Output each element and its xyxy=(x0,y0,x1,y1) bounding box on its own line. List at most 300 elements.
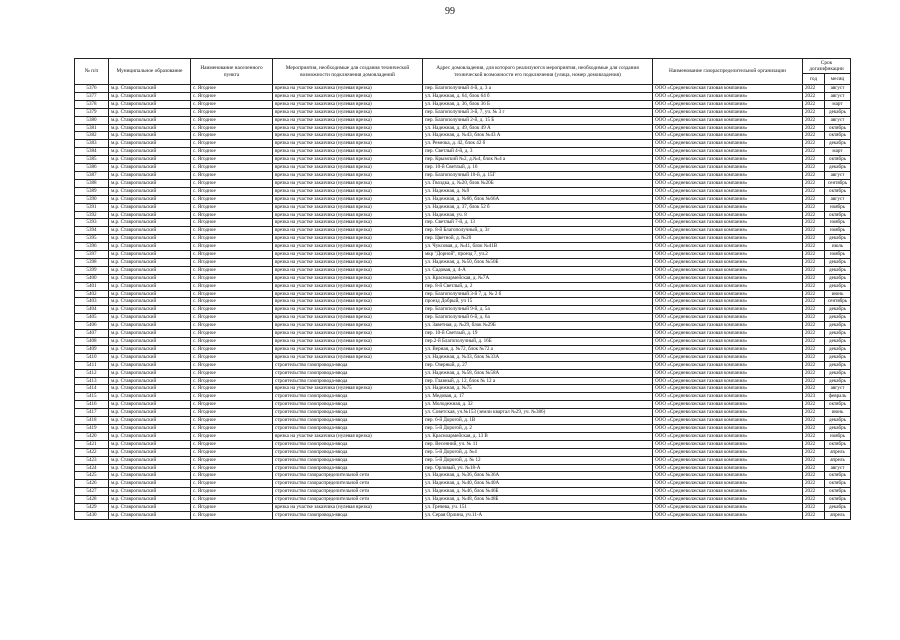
row-settlement: с. Ягодное xyxy=(191,227,273,235)
row-settlement: с. Ягодное xyxy=(191,345,273,353)
row-municipality: м.р. Ставропольский xyxy=(109,504,191,512)
row-municipality: м.р. Ставропольский xyxy=(109,330,191,338)
row-settlement: с. Ягодное xyxy=(191,148,273,156)
row-organization: ООО «Средневолжская газовая компания» xyxy=(653,243,803,251)
row-month: октябрь xyxy=(825,156,851,164)
row-municipality: м.р. Ставропольский xyxy=(109,132,191,140)
row-year: 2022 xyxy=(803,156,825,164)
row-organization: ООО «Средневолжская газовая компания» xyxy=(653,124,803,132)
row-organization: ООО «Средневолжская газовая компания» xyxy=(653,156,803,164)
row-municipality: м.р. Ставропольский xyxy=(109,448,191,456)
row-municipality: м.р. Ставропольский xyxy=(109,338,191,346)
row-year: 2022 xyxy=(803,235,825,243)
row-address: пер.2-й Благополучный, д. 16Б xyxy=(423,338,653,346)
row-year: 2022 xyxy=(803,108,825,116)
row-settlement: с. Ягодное xyxy=(191,338,273,346)
row-organization: ООО «Средневолжская газовая компания» xyxy=(653,132,803,140)
row-number: 5424 xyxy=(75,464,109,472)
table-row xyxy=(75,100,851,108)
row-organization: ООО «Средневолжская газовая компания» xyxy=(653,385,803,393)
row-settlement: с. Ягодное xyxy=(191,314,273,322)
table-row xyxy=(75,116,851,124)
row-month: октябрь xyxy=(825,401,851,409)
row-measure: строительство газораспределительной сети xyxy=(273,488,423,496)
table-row xyxy=(75,290,851,298)
row-organization: ООО «Средневолжская газовая компания» xyxy=(653,511,803,519)
row-month: апрель xyxy=(825,448,851,456)
row-organization: ООО «Средневолжская газовая компания» xyxy=(653,504,803,512)
row-address: ул. Надежная, д. 49, блок 49 А xyxy=(423,124,653,132)
row-organization: ООО «Средневолжская газовая компания» xyxy=(653,448,803,456)
table-row xyxy=(75,164,851,172)
row-measure: врезка на участке заказчика (нулевая врезка) xyxy=(273,251,423,259)
row-address: пер. 5-й Дорогой, д. №4 xyxy=(423,448,653,456)
row-year: 2022 xyxy=(803,472,825,480)
row-month: сентябрь xyxy=(825,179,851,187)
row-year: 2022 xyxy=(803,464,825,472)
row-organization: ООО «Средневолжская газовая компания» xyxy=(653,440,803,448)
row-measure: врезка на участке заказчика (нулевая врезка) xyxy=(273,385,423,393)
row-settlement: с. Ягодное xyxy=(191,132,273,140)
row-organization: ООО «Средневолжская газовая компания» xyxy=(653,100,803,108)
table-row xyxy=(75,203,851,211)
row-number: 5425 xyxy=(75,472,109,480)
row-year: 2023 xyxy=(803,393,825,401)
row-settlement: с. Ягодное xyxy=(191,432,273,440)
row-municipality: м.р. Ставропольский xyxy=(109,314,191,322)
row-month: август xyxy=(825,116,851,124)
table-row xyxy=(75,282,851,290)
row-address: пер. Благополучный 3-й, 7, уч. № 3 г xyxy=(423,108,653,116)
row-municipality: м.р. Ставропольский xyxy=(109,401,191,409)
row-number: 5408 xyxy=(75,338,109,346)
row-month: декабрь xyxy=(825,338,851,346)
header-municipality: Муниципальное образование xyxy=(109,59,191,85)
row-number: 5384 xyxy=(75,148,109,156)
table-row xyxy=(75,409,851,417)
row-month: ноябрь xyxy=(825,203,851,211)
row-month: август xyxy=(825,171,851,179)
row-address: ул. Надежная, д. №66, блок №66А xyxy=(423,195,653,203)
row-year: 2022 xyxy=(803,203,825,211)
row-address: ул. Советская, уч.№153 (земли квартал №29, уч. №386) xyxy=(423,409,653,417)
table-row xyxy=(75,393,851,401)
row-year: 2022 xyxy=(803,219,825,227)
row-address: ул. Надежная, д. №33, блок №33А xyxy=(423,353,653,361)
header-address: Адрес домовладения, для которого реализуются мероприятия, необходимые для создания технической возможности его подключения (улица, номер домовладения) xyxy=(423,59,653,85)
row-month: декабрь xyxy=(825,345,851,353)
row-organization: ООО «Средневолжская газовая компания» xyxy=(653,148,803,156)
row-number: 5411 xyxy=(75,361,109,369)
row-organization: ООО «Средневолжская газовая компания» xyxy=(653,322,803,330)
row-organization: ООО «Средневолжская газовая компания» xyxy=(653,140,803,148)
row-address: пер. Благополучный 3-й 7, д. № 2 б xyxy=(423,290,653,298)
row-municipality: м.р. Ставропольский xyxy=(109,361,191,369)
row-number: 5398 xyxy=(75,258,109,266)
row-measure: врезка на участке заказчика (нулевая врезка) xyxy=(273,156,423,164)
row-month: октябрь xyxy=(825,488,851,496)
row-municipality: м.р. Ставропольский xyxy=(109,424,191,432)
row-settlement: с. Ягодное xyxy=(191,140,273,148)
row-address: мкр "Дорной", проезд 7, уч.2 xyxy=(423,251,653,259)
row-year: 2022 xyxy=(803,187,825,195)
row-settlement: с. Ягодное xyxy=(191,496,273,504)
row-settlement: с. Ягодное xyxy=(191,100,273,108)
row-month: декабрь xyxy=(825,282,851,290)
row-month: декабрь xyxy=(825,322,851,330)
row-year: 2022 xyxy=(803,100,825,108)
row-settlement: с. Ягодное xyxy=(191,511,273,519)
row-municipality: м.р. Ставропольский xyxy=(109,156,191,164)
row-municipality: м.р. Ставропольский xyxy=(109,266,191,274)
row-municipality: м.р. Ставропольский xyxy=(109,298,191,306)
row-organization: ООО «Средневолжская газовая компания» xyxy=(653,298,803,306)
row-settlement: с. Ягодное xyxy=(191,195,273,203)
table-row xyxy=(75,179,851,187)
row-address: пер. Орловый, уч. №18-А xyxy=(423,464,653,472)
row-address: ул. Надежная, д. №9 xyxy=(423,187,653,195)
row-measure: врезка на участке заказчика (нулевая врезка) xyxy=(273,203,423,211)
row-organization: ООО «Средневолжская газовая компания» xyxy=(653,116,803,124)
row-settlement: с. Ягодное xyxy=(191,377,273,385)
gasification-table xyxy=(74,58,851,520)
row-month: апрель xyxy=(825,456,851,464)
row-measure: врезка на участке заказчика (нулевая врезка) xyxy=(273,116,423,124)
row-month: декабрь xyxy=(825,266,851,274)
row-address: ул. Надежная, д. 36, блок 36 Б xyxy=(423,100,653,108)
row-measure: строительство газопровода-ввода xyxy=(273,440,423,448)
row-organization: ООО «Средневолжская газовая компания» xyxy=(653,361,803,369)
table-row xyxy=(75,195,851,203)
page-number: 99 xyxy=(445,6,455,17)
row-year: 2022 xyxy=(803,504,825,512)
row-month: февраль xyxy=(825,393,851,401)
row-month: декабрь xyxy=(825,274,851,282)
row-address: ул. Надежная, д. №75 xyxy=(423,385,653,393)
row-address: ул. Надежная, д. №58, блок №58А xyxy=(423,369,653,377)
table-row xyxy=(75,504,851,512)
row-measure: врезка на участке заказчика (нулевая врезка) xyxy=(273,187,423,195)
row-organization: ООО «Средневолжская газовая компания» xyxy=(653,488,803,496)
row-address: ул. Красноармейская, д. №7А xyxy=(423,274,653,282)
row-municipality: м.р. Ставропольский xyxy=(109,369,191,377)
row-settlement: с. Ягодное xyxy=(191,243,273,251)
row-number: 5379 xyxy=(75,108,109,116)
row-settlement: с. Ягодное xyxy=(191,472,273,480)
row-settlement: с. Ягодное xyxy=(191,164,273,172)
row-number: 5430 xyxy=(75,511,109,519)
row-municipality: м.р. Ставропольский xyxy=(109,464,191,472)
row-month: август xyxy=(825,195,851,203)
row-municipality: м.р. Ставропольский xyxy=(109,211,191,219)
table-row xyxy=(75,353,851,361)
row-measure: строительство газопровода-ввода xyxy=(273,409,423,417)
row-municipality: м.р. Ставропольский xyxy=(109,164,191,172)
row-organization: ООО «Средневолжская газовая компания» xyxy=(653,353,803,361)
row-settlement: с. Ягодное xyxy=(191,171,273,179)
row-organization: ООО «Средневолжская газовая компания» xyxy=(653,258,803,266)
table-row xyxy=(75,124,851,132)
row-settlement: с. Ягодное xyxy=(191,251,273,259)
row-number: 5378 xyxy=(75,100,109,108)
table-row xyxy=(75,377,851,385)
row-year: 2022 xyxy=(803,353,825,361)
row-number: 5377 xyxy=(75,92,109,100)
row-number: 5428 xyxy=(75,496,109,504)
row-number: 5400 xyxy=(75,274,109,282)
table-row xyxy=(75,401,851,409)
row-municipality: м.р. Ставропольский xyxy=(109,480,191,488)
header-settlement: Наименование населенного пункта xyxy=(191,59,273,85)
row-year: 2022 xyxy=(803,116,825,124)
row-settlement: с. Ягодное xyxy=(191,156,273,164)
row-year: 2022 xyxy=(803,338,825,346)
table-row xyxy=(75,108,851,116)
row-municipality: м.р. Ставропольский xyxy=(109,203,191,211)
row-measure: врезка на участке заказчика (нулевая врезка) xyxy=(273,100,423,108)
row-month: декабрь xyxy=(825,314,851,322)
row-municipality: м.р. Ставропольский xyxy=(109,100,191,108)
row-settlement: с. Ягодное xyxy=(191,480,273,488)
row-settlement: с. Ягодное xyxy=(191,369,273,377)
row-address: ул. Красноармейская, д. 13 В xyxy=(423,432,653,440)
row-municipality: м.р. Ставропольский xyxy=(109,472,191,480)
row-organization: ООО «Средневолжская газовая компания» xyxy=(653,330,803,338)
header-deadline: Срок догазификации xyxy=(803,59,851,74)
table-row xyxy=(75,338,851,346)
table-row xyxy=(75,171,851,179)
row-year: 2022 xyxy=(803,290,825,298)
row-address: ул. Серая Орлина, уч.11-А xyxy=(423,511,653,519)
row-settlement: с. Ягодное xyxy=(191,424,273,432)
row-address: пер. Озерный, д. 27 xyxy=(423,361,653,369)
row-address: ул. Надежная, д. 37, блок 52 б xyxy=(423,203,653,211)
row-year: 2022 xyxy=(803,258,825,266)
row-year: 2022 xyxy=(803,377,825,385)
row-municipality: м.р. Ставропольский xyxy=(109,227,191,235)
row-year: 2022 xyxy=(803,148,825,156)
row-year: 2022 xyxy=(803,85,825,93)
row-settlement: с. Ягодное xyxy=(191,488,273,496)
row-address: пер. 10-й Светлый, д. 16 xyxy=(423,164,653,172)
row-address: пер. Главный, д. 12, блок № 12 а xyxy=(423,377,653,385)
header-measure: Мероприятия, необходимые для создания технической возможности подключения домовладений xyxy=(273,59,423,85)
row-number: 5383 xyxy=(75,140,109,148)
table-row xyxy=(75,464,851,472)
row-number: 5382 xyxy=(75,132,109,140)
row-number: 5392 xyxy=(75,211,109,219)
row-settlement: с. Ягодное xyxy=(191,440,273,448)
row-month: апрель xyxy=(825,511,851,519)
row-month: июнь xyxy=(825,409,851,417)
row-settlement: с. Ягодное xyxy=(191,409,273,417)
row-settlement: с. Ягодное xyxy=(191,92,273,100)
row-address: пер. Весенний, уч. № 11 xyxy=(423,440,653,448)
row-address: ул. Надежная, д. 64, блок 64 б xyxy=(423,92,653,100)
row-municipality: м.р. Ставропольский xyxy=(109,243,191,251)
row-address: ул. Медовая, д. 17 xyxy=(423,393,653,401)
row-address: ул. Чуксовая, д. №41, блок №41В xyxy=(423,243,653,251)
row-number: 5415 xyxy=(75,393,109,401)
row-municipality: м.р. Ставропольский xyxy=(109,511,191,519)
row-municipality: м.р. Ставропольский xyxy=(109,385,191,393)
row-address: ул. Садовая, д. 4-А xyxy=(423,266,653,274)
document-table-wrapper xyxy=(74,58,850,520)
row-organization: ООО «Средневолжская газовая компания» xyxy=(653,164,803,172)
header-month: месяц xyxy=(825,74,851,85)
row-address: пер. 5-й Дорогой, д. 2 xyxy=(423,424,653,432)
row-month: июль xyxy=(825,243,851,251)
row-month: декабрь xyxy=(825,369,851,377)
table-row xyxy=(75,432,851,440)
row-municipality: м.р. Ставропольский xyxy=(109,85,191,93)
row-number: 5390 xyxy=(75,195,109,203)
row-month: сентябрь xyxy=(825,298,851,306)
row-organization: ООО «Средневолжская газовая компания» xyxy=(653,409,803,417)
row-year: 2022 xyxy=(803,227,825,235)
row-organization: ООО «Средневолжская газовая компания» xyxy=(653,338,803,346)
row-month: декабрь xyxy=(825,140,851,148)
row-municipality: м.р. Ставропольский xyxy=(109,258,191,266)
row-organization: ООО «Средневолжская газовая компания» xyxy=(653,377,803,385)
row-year: 2022 xyxy=(803,417,825,425)
row-year: 2022 xyxy=(803,132,825,140)
table-row xyxy=(75,496,851,504)
table-row xyxy=(75,243,851,251)
row-municipality: м.р. Ставропольский xyxy=(109,140,191,148)
row-address: ул. Надежная, д. №43, блок №43 А xyxy=(423,132,653,140)
row-number: 5401 xyxy=(75,282,109,290)
row-number: 5393 xyxy=(75,219,109,227)
table-row xyxy=(75,440,851,448)
row-municipality: м.р. Ставропольский xyxy=(109,290,191,298)
row-settlement: с. Ягодное xyxy=(191,385,273,393)
row-settlement: с. Ягодное xyxy=(191,393,273,401)
row-address: проезд Добрый, уч 15 xyxy=(423,298,653,306)
row-organization: ООО «Средневолжская газовая компания» xyxy=(653,179,803,187)
row-settlement: с. Ягодное xyxy=(191,298,273,306)
row-address: ул. Надежная, д. №40, блок №40А xyxy=(423,480,653,488)
row-number: 5395 xyxy=(75,235,109,243)
row-year: 2022 xyxy=(803,330,825,338)
row-settlement: с. Ягодное xyxy=(191,187,273,195)
row-organization: ООО «Средневолжская газовая компания» xyxy=(653,171,803,179)
row-number: 5386 xyxy=(75,164,109,172)
row-organization: ООО «Средневолжская газовая компания» xyxy=(653,227,803,235)
row-year: 2022 xyxy=(803,171,825,179)
row-year: 2022 xyxy=(803,274,825,282)
table-row xyxy=(75,266,851,274)
row-month: декабрь xyxy=(825,306,851,314)
row-year: 2022 xyxy=(803,409,825,417)
row-measure: врезка на участке заказчика (нулевая врезка) xyxy=(273,227,423,235)
row-measure: врезка на участке заказчика (нулевая врезка) xyxy=(273,314,423,322)
row-organization: ООО «Средневолжская газовая компания» xyxy=(653,480,803,488)
row-settlement: с. Ягодное xyxy=(191,282,273,290)
row-settlement: с. Ягодное xyxy=(191,456,273,464)
row-measure: строительство газораспределительной сети xyxy=(273,480,423,488)
row-organization: ООО «Средневолжская газовая компания» xyxy=(653,369,803,377)
row-municipality: м.р. Ставропольский xyxy=(109,432,191,440)
row-organization: ООО «Средневолжская газовая компания» xyxy=(653,496,803,504)
row-month: июнь xyxy=(825,290,851,298)
row-municipality: м.р. Ставропольский xyxy=(109,148,191,156)
row-measure: строительство газопровода-ввода xyxy=(273,456,423,464)
row-measure: врезка на участке заказчика (нулевая врезка) xyxy=(273,282,423,290)
row-measure: врезка на участке заказчика (нулевая врезка) xyxy=(273,432,423,440)
row-number: 5409 xyxy=(75,345,109,353)
row-measure: строительство газораспределительной сети xyxy=(273,496,423,504)
row-month: август xyxy=(825,85,851,93)
row-number: 5376 xyxy=(75,85,109,93)
row-number: 5387 xyxy=(75,171,109,179)
table-row xyxy=(75,298,851,306)
row-organization: ООО «Средневолжская газовая компания» xyxy=(653,306,803,314)
row-address: пер. Благополучный 4-й, д. 3 а xyxy=(423,85,653,93)
row-settlement: с. Ягодное xyxy=(191,124,273,132)
row-month: декабрь xyxy=(825,361,851,369)
table-row xyxy=(75,511,851,519)
row-year: 2022 xyxy=(803,282,825,290)
row-year: 2022 xyxy=(803,306,825,314)
row-measure: строительство газопровода-ввода xyxy=(273,464,423,472)
table-row xyxy=(75,85,851,93)
row-measure: строительство газопровода-ввода xyxy=(273,417,423,425)
row-number: 5412 xyxy=(75,369,109,377)
row-organization: ООО «Средневолжская газовая компания» xyxy=(653,85,803,93)
row-organization: ООО «Средневолжская газовая компания» xyxy=(653,266,803,274)
table-row xyxy=(75,369,851,377)
row-number: 5402 xyxy=(75,290,109,298)
table-row xyxy=(75,314,851,322)
table-row xyxy=(75,274,851,282)
row-month: октябрь xyxy=(825,124,851,132)
row-measure: врезка на участке заказчика (нулевая врезка) xyxy=(273,171,423,179)
row-month: октябрь xyxy=(825,496,851,504)
table-row xyxy=(75,361,851,369)
row-organization: ООО «Средневолжская газовая компания» xyxy=(653,235,803,243)
row-year: 2022 xyxy=(803,195,825,203)
row-address: ул. Надежная, д. №50, блок №50Б xyxy=(423,258,653,266)
row-municipality: м.р. Ставропольский xyxy=(109,187,191,195)
table-row xyxy=(75,140,851,148)
row-year: 2022 xyxy=(803,361,825,369)
row-organization: ООО «Средневолжская газовая компания» xyxy=(653,456,803,464)
row-number: 5381 xyxy=(75,124,109,132)
row-organization: ООО «Средневолжская газовая компания» xyxy=(653,282,803,290)
row-address: пер. 5-й Дорогой, д. № 12 xyxy=(423,456,653,464)
row-month: декабрь xyxy=(825,353,851,361)
row-measure: строительство газопровода-ввода xyxy=(273,369,423,377)
row-measure: врезка на участке заказчика (нулевая врезка) xyxy=(273,132,423,140)
row-municipality: м.р. Ставропольский xyxy=(109,219,191,227)
row-month: ноябрь xyxy=(825,227,851,235)
table-body xyxy=(75,85,851,520)
row-measure: строительство газопровода-ввода xyxy=(273,377,423,385)
row-year: 2022 xyxy=(803,385,825,393)
row-settlement: с. Ягодное xyxy=(191,116,273,124)
row-settlement: с. Ягодное xyxy=(191,258,273,266)
row-settlement: с. Ягодное xyxy=(191,203,273,211)
row-month: октябрь xyxy=(825,211,851,219)
row-number: 5429 xyxy=(75,504,109,512)
row-organization: ООО «Средневолжская газовая компания» xyxy=(653,314,803,322)
row-municipality: м.р. Ставропольский xyxy=(109,496,191,504)
row-settlement: с. Ягодное xyxy=(191,330,273,338)
row-measure: врезка на участке заказчика (нулевая врезка) xyxy=(273,258,423,266)
table-row xyxy=(75,211,851,219)
table-row xyxy=(75,448,851,456)
